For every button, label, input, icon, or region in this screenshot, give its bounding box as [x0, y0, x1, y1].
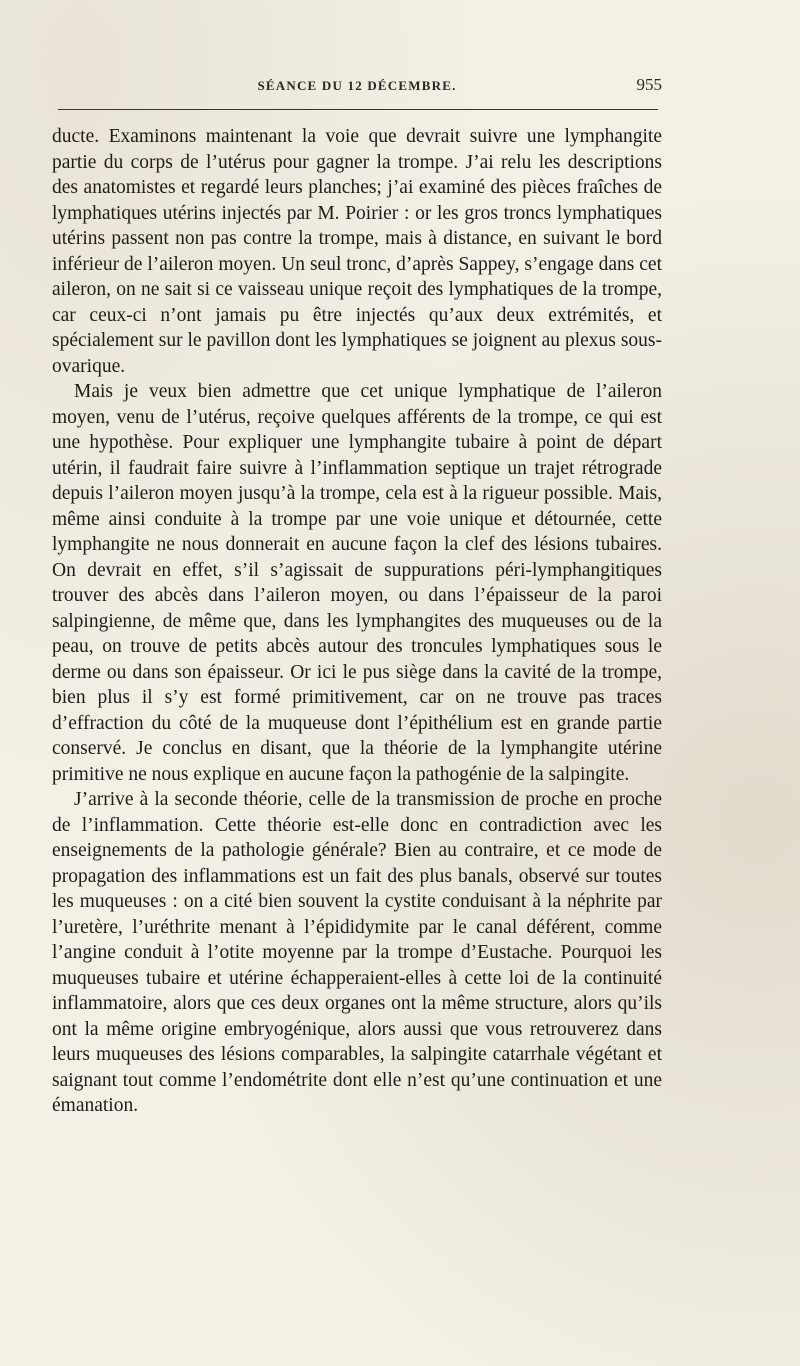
- page-header: [52, 75, 662, 100]
- page-number: 955: [636, 75, 662, 94]
- body-text: [52, 124, 662, 1119]
- paragraph-2: Mais je veux bien admettre que cet unique lymphatique de l’aileron moyen, venu de l’utérus, reçoive quelques afférents de la trompe, ce qui est une hypothèse. Pour expliquer une lymphangite tubaire à point de départ utérin, il faudrait faire suivre à l’inflammation septique un trajet rétrograde depuis l’aileron moyen jusqu’à la trompe, cela est à la rigueur possible. Mais, même ainsi conduite à la trompe par une voie unique et détournée, cette lymphangite ne nous donnerait en aucune façon la clef des lésions tubaires. On devrait en effet, s’il s’agissait de suppurations péri-lymphangitiques trouver des abcès dans l’aileron moyen, ou dans l’épaisseur de la paroi salpingienne, de même que, dans les lymphangites des muqueuses ou de la peau, on trouve de petits abcès autour des troncules lymphatiques sous le derme ou dans son épaisseur. Or ici le pus siège dans la cavité de la trompe, bien plus il s’y est formé primitivement, car on ne trouve pas traces d’effraction du côté de la muqueuse dont l’épithélium est en grande partie conservé. Je conclus en disant, que la théorie de la lymphangite utérine primitive ne nous explique en aucune façon la pathogénie de la salpingite.: [52, 381, 662, 785]
- paragraph-3: J’arrive à la seconde théorie, celle de la transmission de proche en proche de l’inflammation. Cette théorie est-elle donc en contradiction avec les enseignements de la pathologie générale? Bien au contraire, et ce mode de propagation des inflammations est un fait des plus banals, observé sur toutes les muqueuses : on a cité bien souvent la cystite conduisant à la néphrite par l’uretère, l’uréthrite menant à l’épididymite par le canal déférent, comme l’angine conduit à l’otite moyenne par la trompe d’Eustache. Pourquoi les muqueuses tubaire et utérine échapperaient-elles à cette loi de la continuité inflammatoire, alors que ces deux organes ont la même structure, alors qu’ils ont la même origine embryogénique, alors aussi que vous retrouverez dans leurs muqueuses des lésions comparables, la salpingite catarrhale végétant et saignant tout comme l’endométrite dont elle n’est qu’une continuation et une émanation.: [52, 789, 662, 1116]
- header-rule: [58, 109, 658, 110]
- running-head: SÉANCE DU 12 DÉCEMBRE.: [257, 78, 457, 93]
- paragraph-1: ducte. Examinons maintenant la voie que devrait suivre une lymphangite partie du corps de l’utérus pour gagner la trompe. J’ai relu les descriptions des anatomistes et regardé leurs planches; j’ai examiné des pièces fraîches de lymphatiques utérins injectés par M. Poirier : or les gros troncs lymphatiques utérins passent non pas contre la trompe, mais à distance, en suivant le bord inférieur de l’aileron moyen. Un seul tronc, d’après Sappey, s’engage dans cet aileron, on ne sait si ce vaisseau unique reçoit des lymphatiques de la trompe, car ceux-ci n’ont jamais pu être injectés qu’aux deux extrémités, et spécialement sur le pavillon dont les lymphatiques se joignent au plexus sous-ovarique.: [52, 126, 662, 377]
